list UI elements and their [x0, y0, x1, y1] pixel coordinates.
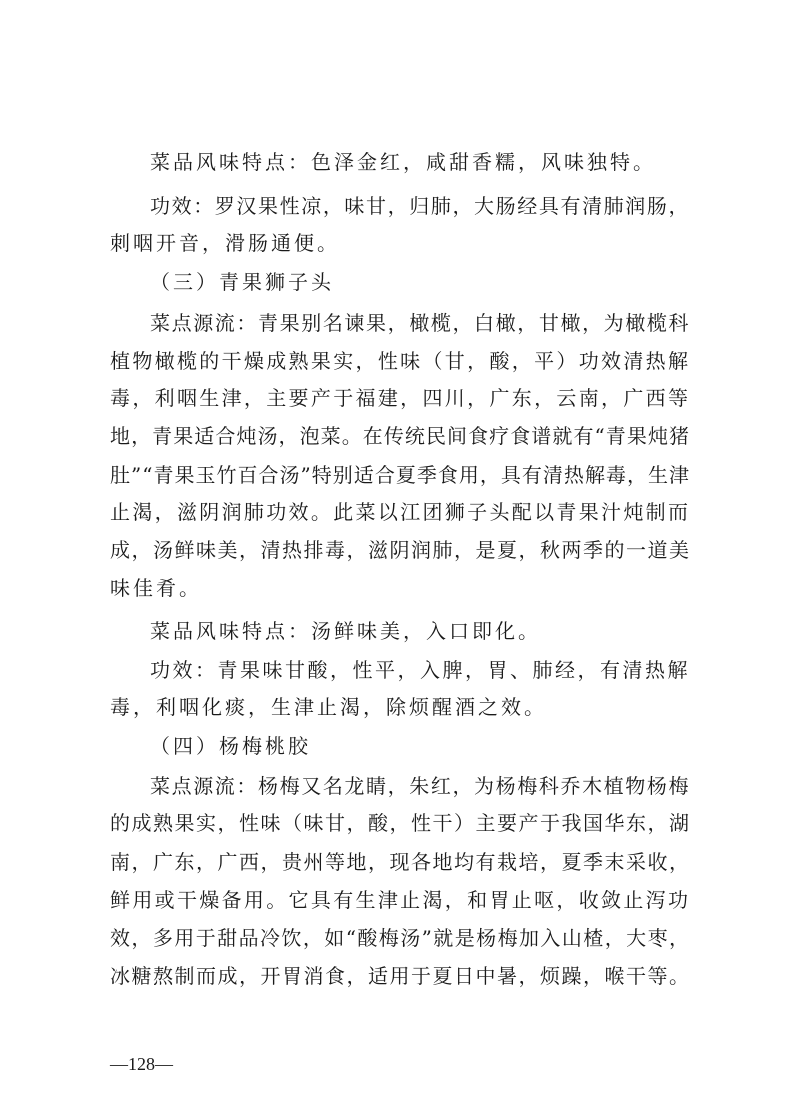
origin-line: 南，广东，广西，贵州等地，现各地均有栽培，夏季末采收， [110, 850, 690, 874]
origin-line: 菜点源流：杨梅又名龙睛，朱红，为杨梅科乔木植物杨梅 [150, 774, 690, 798]
origin-line: 毒，利咽生津，主要产于福建，四川，广东，云南，广西等 [110, 386, 690, 410]
origin-line: 菜点源流：青果别名谏果，橄榄，白橄，甘橄，为橄榄科 [150, 311, 690, 335]
page-number: —128— [110, 1054, 173, 1074]
origin-line: 味佳肴。 [110, 576, 202, 600]
origin-line: 效，多用于甜品冷饮，如“酸梅汤”就是杨梅加入山楂，大枣， [110, 926, 690, 950]
section-heading: （四）杨梅桃胶 [150, 734, 311, 758]
flavor-line: 菜品风味特点：色泽金红，咸甜香糯，风味独特。 [150, 150, 656, 174]
origin-line: 冰糖熬制而成，开胃消食，适用于夏日中暑，烦躁，喉干等。 [110, 964, 690, 988]
efficacy-line: 功效：罗汉果性凉，味甘，归肺，大肠经具有清肺润肠， [150, 194, 690, 218]
section-heading: （三）青果狮子头 [150, 270, 334, 294]
origin-line: 植物橄榄的干燥成熟果实，性味（甘，酸，平）功效清热解 [110, 349, 690, 373]
efficacy-line: 刺咽开音，滑肠通便。 [110, 231, 340, 255]
origin-line: 成，汤鲜味美，清热排毒，滋阴润肺，是夏，秋两季的一道美 [110, 538, 690, 562]
origin-line: 的成熟果实，性味（味甘，酸，性干）主要产于我国华东，湖 [110, 811, 690, 835]
origin-line: 止渴，滋阴润肺功效。此菜以江团狮子头配以青果汁炖制而 [110, 500, 690, 524]
origin-line: 鲜用或干燥备用。它具有生津止渴，和胃止呕，收敛止泻功 [110, 888, 690, 912]
flavor-line: 菜品风味特点：汤鲜味美，入口即化。 [150, 619, 541, 643]
origin-line: 地，青果适合炖汤，泡菜。在传统民间食疗食谱就有“青果炖猪 [110, 424, 690, 448]
efficacy-line: 功效：青果味甘酸，性平，入脾，胃、肺经，有清热解 [150, 658, 690, 682]
origin-line: 肚”“青果玉竹百合汤”特别适合夏季食用，具有清热解毒，生津 [110, 463, 690, 487]
efficacy-line: 毒，利咽化痰，生津止渴，除烦醒酒之效。 [110, 695, 547, 719]
